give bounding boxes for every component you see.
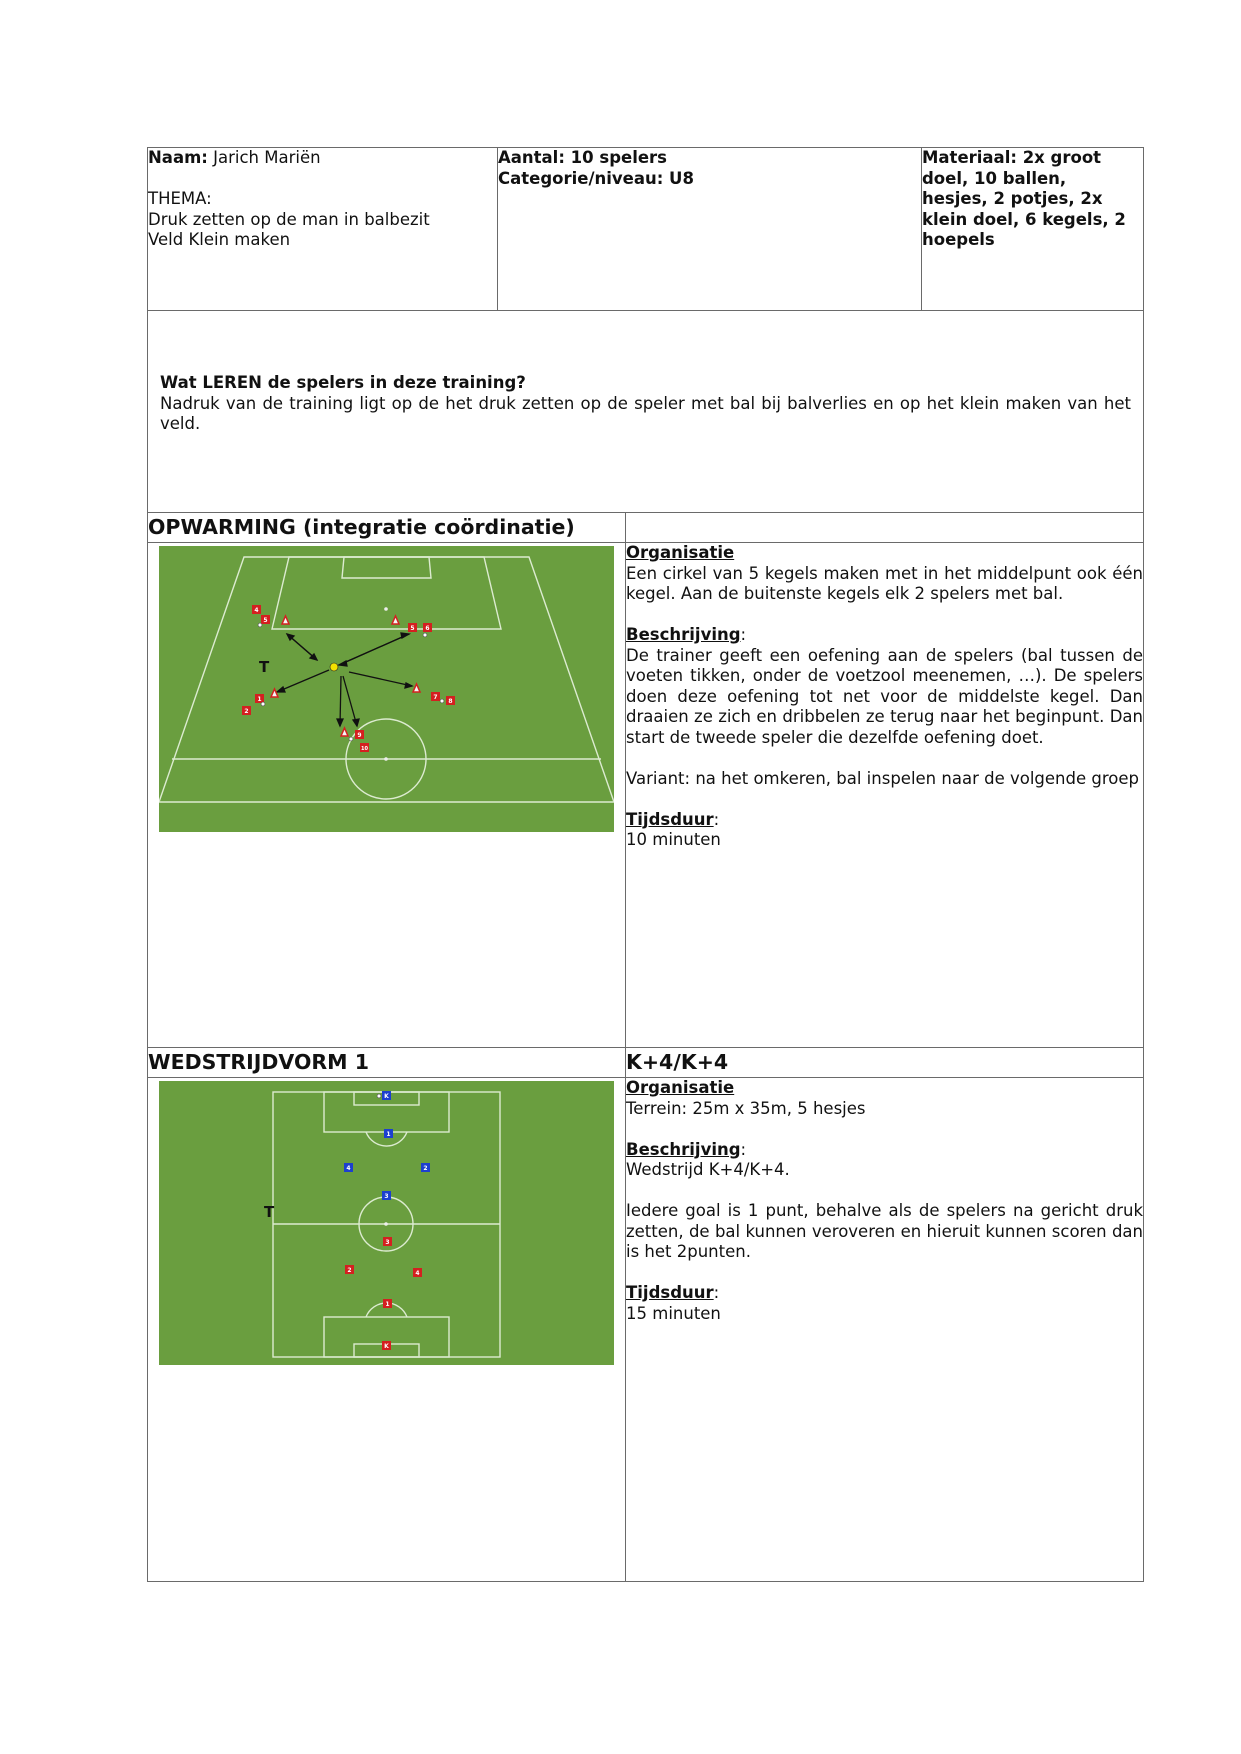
learning-row (148, 311, 1144, 513)
warmup-content-row (148, 543, 1144, 1048)
warmup-desc-label: Beschrijving (626, 625, 741, 644)
warmup-title: OPWARMING (integratie coördinatie) (148, 513, 626, 543)
match-pitch-diagram (159, 1081, 614, 1365)
svg-text:7: 7 (433, 694, 438, 701)
warmup-time-value: 10 minuten (626, 830, 721, 849)
center-cone (330, 663, 338, 671)
match-content-row (148, 1078, 1144, 1582)
name-cell (148, 148, 498, 311)
learning-question: Wat LEREN de spelers in deze training? (160, 373, 526, 392)
trainer-label: T (264, 1203, 275, 1221)
match-org-label: Organisatie (626, 1078, 735, 1097)
material-list: Materiaal: 2x groot doel, 10 ballen, hesjes, 2 potjes, 2x klein doel, 6 kegels, 2 hoepels (922, 148, 1126, 249)
theme-line-1: Druk zetten op de man in balbezit (148, 209, 430, 229)
theme-line-2: Veld Klein maken (148, 230, 291, 249)
svg-text:3: 3 (384, 1193, 389, 1200)
match-title: WEDSTRIJDVORM 1 (148, 1048, 626, 1078)
training-table (147, 147, 1144, 1582)
ball (377, 1094, 381, 1098)
warmup-title-row (148, 513, 1144, 543)
category-level: Categorie/niveau: U8 (498, 168, 694, 188)
warmup-diagram-cell (148, 543, 626, 1048)
svg-text:1: 1 (386, 1131, 391, 1138)
warmup-org-label: Organisatie (626, 543, 735, 562)
match-desc-text: Wedstrijd K+4/K+4. (626, 1160, 790, 1179)
svg-text:4: 4 (415, 1270, 420, 1277)
svg-text:9: 9 (357, 732, 362, 739)
svg-text:2: 2 (347, 1267, 352, 1274)
svg-text:1: 1 (257, 696, 262, 703)
warmup-org-text: Een cirkel van 5 kegels maken met in het middelpunt ook één kegel. Aan de buitenste kegels elk 2 spelers met bal. (626, 563, 1143, 603)
count-cell (498, 148, 922, 311)
svg-text:6: 6 (425, 625, 430, 632)
name-label: Naam: (148, 148, 208, 167)
match-time-value: 15 minuten (626, 1303, 721, 1323)
match-title-right: K+4/K+4 (626, 1048, 1144, 1078)
svg-text:2: 2 (423, 1165, 428, 1172)
match-title-row (148, 1048, 1144, 1078)
svg-text:K: K (384, 1343, 389, 1350)
match-diagram-cell (148, 1078, 626, 1582)
learning-cell (148, 311, 1144, 513)
warmup-pitch-diagram (159, 546, 614, 832)
warmup-title-right (626, 513, 1144, 543)
svg-text:10: 10 (361, 746, 368, 752)
match-time-label: Tijdsduur (626, 1283, 714, 1302)
warmup-text-cell: Organisatie Een cirkel van 5 kegels maken met in het middelpunt ook één kegel. Aan de buitenste kegels elk 2 spelers met bal. Beschrijving: De trainer geeft een oefening aan de spelers (bal tussen de voeten tikken, onder de voetzool meenemen, …). De spelers doen deze oefening tot net voor de middelste kegel. Dan draaien ze zich en dribbelen ze terug naar het beginpunt. Dan start de tweede speler die dezelfde oefening doet. Variant: na het omkeren, bal inspelen naar de volgende groep Tijdsduur: 10 minuten (626, 543, 1144, 1048)
svg-text:1: 1 (385, 1301, 390, 1308)
material-cell (922, 148, 1144, 311)
center-spot (384, 757, 388, 761)
svg-text:5: 5 (263, 617, 268, 624)
warmup-time-label: Tijdsduur (626, 809, 714, 829)
penalty-spot (384, 607, 388, 611)
svg-text:K: K (384, 1093, 389, 1100)
svg-text:2: 2 (244, 708, 249, 715)
match-desc-label: Beschrijving (626, 1139, 741, 1159)
match-text-cell: Organisatie Terrein: 25m x 35m, 5 hesjes Beschrijving: Wedstrijd K+4/K+4. Iedere goal is 1 punt, behalve als de spelers na gericht druk zetten, de bal kunnen veroveren en hieruit kunnen scoren dan is het 2punten. Tijdsduur: 15 minuten (626, 1078, 1144, 1582)
warmup-variant-text: Variant: na het omkeren, bal inspelen naar de volgende groep (626, 768, 1139, 788)
svg-text:4: 4 (254, 607, 259, 614)
match-org-text: Terrein: 25m x 35m, 5 hesjes (626, 1098, 866, 1118)
svg-text:8: 8 (448, 698, 453, 705)
theme-label: THEMA: (148, 189, 212, 208)
svg-text:3: 3 (385, 1239, 390, 1246)
name-value: Jarich Mariën (207, 148, 321, 167)
player-count: Aantal: 10 spelers (498, 148, 668, 167)
match-rule-text: Iedere goal is 1 punt, behalve als de spelers na gericht druk zetten, de bal kunnen veroveren en hieruit kunnen scoren dan is het 2punten. (626, 1201, 1143, 1261)
header-row (148, 148, 1144, 311)
learning-answer: Nadruk van de training ligt op de het druk zetten op de speler met bal bij balverlies en op het klein maken van het veld. (160, 393, 1131, 433)
svg-text:5: 5 (410, 625, 415, 632)
pitch-grass (159, 546, 614, 832)
svg-text:4: 4 (346, 1165, 351, 1172)
training-sheet (147, 147, 1143, 1582)
warmup-desc-text: De trainer geeft een oefening aan de spelers (bal tussen de voeten tikken, onder de voetzool meenemen, …). De spelers doen deze oefening tot net voor de middelste kegel. Dan draaien ze zich en dribbelen ze terug naar het beginpunt. Dan start de tweede speler die dezelfde oefening doet. (626, 645, 1143, 747)
center-spot (384, 1222, 388, 1226)
trainer-label: T (259, 658, 270, 676)
